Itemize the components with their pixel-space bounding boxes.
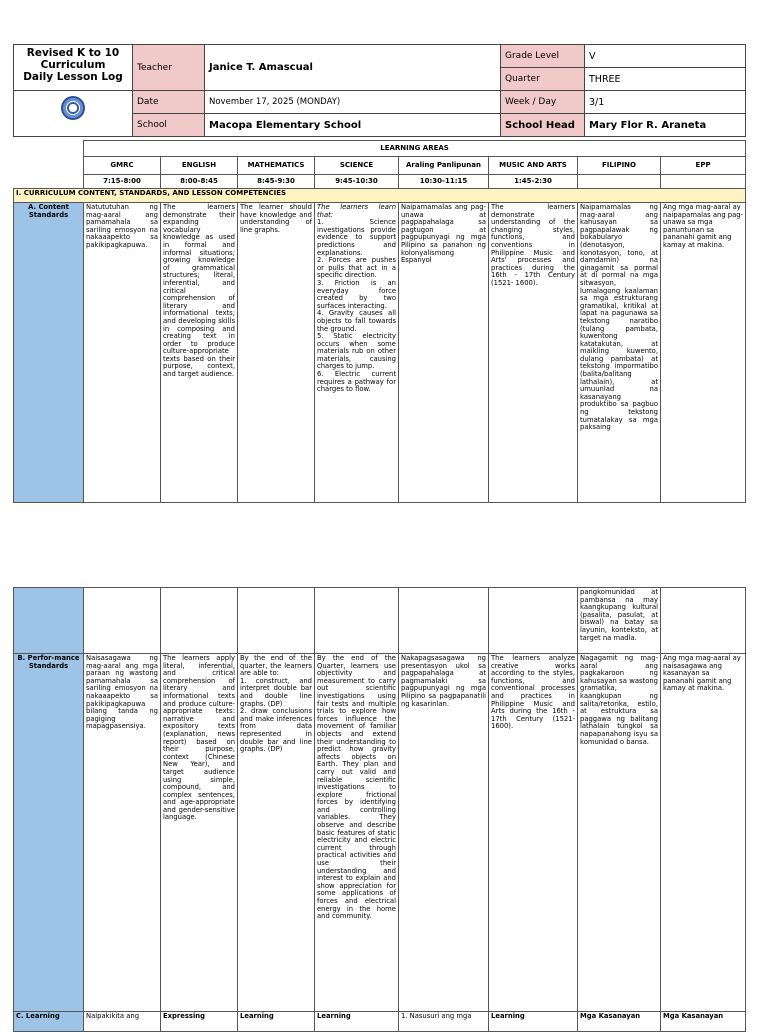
time-epp <box>661 175 746 189</box>
subject-filipino: FILIPINO <box>578 157 661 175</box>
content-standards-label: A. Content Standards <box>14 203 84 503</box>
document-title: Revised K to 10 Curriculum Daily Lesson Log <box>23 47 123 83</box>
corner-cell <box>14 141 84 157</box>
time-filipino <box>578 175 661 189</box>
content-gmrc: Natututuhan ng mag-aaral ang pamamahala sa sariling emosyon na nakaaapekto sa pakikipagkapuwa. <box>84 203 161 503</box>
science-items: 1. Science investigations provide evidence to support predictions and explanations. 2. Forces are pushes or pulls that act in a specific direction. 3. Friction is an everyday force created by two surfaces interacting. 4. Gravity causes all objects to fall towards the ground. 5. Static electricity occurs when some materials rub on other materials, causing charges to jump. 6. Electric current requires a pathway for charges to flow. <box>317 218 396 394</box>
school-head-label: School Head <box>501 114 585 137</box>
learning-areas-heading: LEARNING AREAS <box>84 141 746 157</box>
performance-filipino: Nagagamit ng mag-aaral ang pagkakaroon ng kahusayan sa wastong gramatika, kaangkupan ng salita/retorika, estilo, at estruktura sa paggawa ng balitang lathalain tungkol sa napapanahong isyu sa komunidad o bansa. <box>578 654 661 1012</box>
school-head-name: Mary Flor R. Araneta <box>585 114 746 137</box>
learning-music-arts: Learning <box>489 1012 578 1032</box>
performance-standards-label: B. Perfor-mance Standards <box>14 654 84 1012</box>
subject-english: ENGLISH <box>161 157 238 175</box>
subject-music-arts: MUSIC AND ARTS <box>489 157 578 175</box>
content-ap: Naipamamalas ang pag-unawa at pagpapahalaga sa pagtugon at pagpupunyagi ng mga Pilipino sa panahon ng kolonyalismong Espanyol <box>399 203 489 503</box>
content-filipino: Naipamamalas ng mag-aaral ang kahusayan sa pagpapalawak ng bokabularyo (denotasyon, konotasyon, tono, at damdamin) na ginagamit sa pormal at di pormal na mga sitwasyon, lumalagong kaalaman sa mga estrukturang gramatikal, kritikal at lapat na pagunawa sa tekstong naratibo (tulang pambata, kuwentong katatakutan, at maikling kuwento, dulang pambata) at tekstong impormatibo (balita/balitang lathalain), at umuunlad na kasanayang produktibo sa pagbuo ng tekstong tumatalakay sa mga paksaing <box>578 203 661 503</box>
section-heading: I. CURRICULUM CONTENT, STANDARDS, AND LESSON COMPETENCIES <box>14 189 746 203</box>
lesson-log-table-continued <box>13 587 746 1032</box>
subject-science: SCIENCE <box>315 157 399 175</box>
learning-science: Learning <box>315 1012 399 1032</box>
time-english: 8:00-8:45 <box>161 175 238 189</box>
learning-epp: Mga Kasanayan <box>661 1012 746 1032</box>
time-math: 8:45-9:30 <box>238 175 315 189</box>
deped-seal-cell <box>14 91 133 137</box>
school-label: School <box>133 114 205 137</box>
time-science: 9:45-10:30 <box>315 175 399 189</box>
lesson-log-header <box>13 44 746 137</box>
date-value: November 17, 2025 (MONDAY) <box>205 91 501 114</box>
learning-ap: 1. Nasusuri ang mga <box>399 1012 489 1032</box>
week-value: 3/1 <box>585 91 746 114</box>
time-ap: 10:30-11:15 <box>399 175 489 189</box>
performance-gmrc: Naisasagawa ng mag-aaral ang mga paraan ng wastong pamamahala sa sariling emosyon na nakaaapekto sa pakikipagkapuwa bilang tanda ng pagiging mapagpasensiya. <box>84 654 161 1012</box>
performance-ap: Nakapagsasagawa ng presentasyon ukol sa pagpapahalaga at pagmamalaki sa pagpupunyagi ng mga Pilipino sa pagpapanatili ng kasarinlan. <box>399 654 489 1012</box>
header-title-cell <box>14 45 133 91</box>
school-name: Macopa Elementary School <box>205 114 501 137</box>
performance-music-arts: The learners analyze creative works according to the styles, functions, and conventional processes and practices in Philippine Music and Arts during the 16th - 17th Century (1521-1600). <box>489 654 578 1012</box>
learning-english: Expressing <box>161 1012 238 1032</box>
performance-english: The learners apply literal, inferential, and critical comprehension of literary and informational texts and produce culture-appropriate texts: narrative and expository texts (explanation, news report) based on their purpose, context (Chinese New Year), and target audience using simple, compound, and complex sentences, and age-appropriate and gender-sensitive language. <box>161 654 238 1012</box>
content-english: The learners demonstrate their expanding vocabulary knowledge as used in formal and informal situations; growing knowledge of grammatical structures; literal, inferential, and critical comprehension of literary and informational texts; and developing skills in composing and creating text in order to produce culture-appropriate texts based on their purpose, context, and target audience. <box>161 203 238 503</box>
teacher-name: Janice T. Amascual <box>205 45 501 91</box>
deped-seal-icon <box>61 96 85 120</box>
learning-gmrc: Naipakikita ang <box>84 1012 161 1032</box>
grade-label: Grade Level <box>501 45 585 68</box>
quarter-value: THREE <box>585 68 746 91</box>
time-music-arts: 1:45-2:30 <box>489 175 578 189</box>
content-music-arts: The learners demonstrate understanding of the changing styles, functions, and conventions in Philippine Music and Arts' processes and practices during the 16th - 17th Century (1521- 1600). <box>489 203 578 503</box>
content-science <box>315 203 399 503</box>
teacher-label: Teacher <box>133 45 205 91</box>
grade-value: V <box>585 45 746 68</box>
subject-epp: EPP <box>661 157 746 175</box>
content-filipino-continued: pangkomunidad at pambansa na may kaangkupang kultural (pasalita, pasulat, at biswal) na batay sa layunin, konteksto, at target na madla. <box>578 588 661 654</box>
date-label: Date <box>133 91 205 114</box>
performance-epp: Ang mga mag-aaral ay naisasagawa ang kasanayan sa pananahi gamit ang kamay at makina. <box>661 654 746 1012</box>
time-gmrc: 7:15-8:00 <box>84 175 161 189</box>
subject-math: MATHEMATICS <box>238 157 315 175</box>
quarter-label: Quarter <box>501 68 585 91</box>
week-label: Week / Day <box>501 91 585 114</box>
performance-math: By the end of the quarter, the learners are able to: 1. construct, and interpret double bar and double line graphs. (DP) 2. draw conclusions and make inferences from data represented in double bar and line graphs. (DP) <box>238 654 315 1012</box>
learning-filipino: Mga Kasanayan <box>578 1012 661 1032</box>
learning-math: Learning <box>238 1012 315 1032</box>
content-math: The learner should have knowledge and understanding of line graphs. <box>238 203 315 503</box>
learning-competencies-label: C. Learning <box>14 1012 84 1032</box>
subject-gmrc: GMRC <box>84 157 161 175</box>
subject-ap: Araling Panlipunan <box>399 157 489 175</box>
lesson-log-table <box>13 140 746 503</box>
content-epp: Ang mga mag-aaral ay naipapamalas ang pag-unawa sa mga panuntunan sa pananahi gamit ang kamay at makina. <box>661 203 746 503</box>
performance-science: By the end of the Quarter, learners use objectivity and measurement to carry out scientific investigations using fair tests and multiple trials to explore how forces influence the movement of familiar objects and extend their understanding to predict how gravity affects objects on Earth. They plan and carry out valid and reliable scientific investigations to explore frictional forces by identifying and controlling variables. They observe and describe basic features of static electricity and electric current through practical activities and use their understanding and interest to explain and show appreciation for some applications of forces and electrical energy in the home and community. <box>315 654 399 1012</box>
science-intro: The learners learn that: <box>317 203 396 219</box>
